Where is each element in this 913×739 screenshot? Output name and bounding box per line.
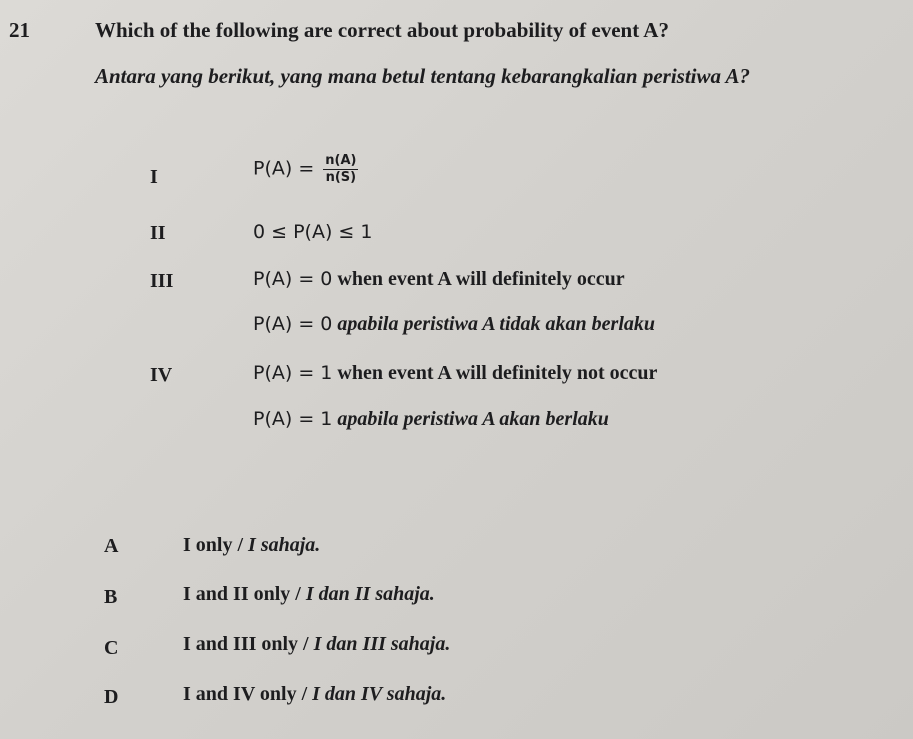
statement-4-english-text: when event A will definitely not occur: [337, 362, 658, 384]
option-b-letter[interactable]: B: [104, 586, 118, 608]
statement-2-numeral: II: [150, 222, 166, 244]
statement-2: [253, 221, 372, 244]
question-text-malay: Antara yang berikut, yang mana betul tentang kebarangkalian peristiwa A?: [95, 64, 750, 88]
option-c-letter[interactable]: C: [104, 637, 119, 659]
statement-3-english: [253, 268, 625, 291]
statement-3-math-malay: P(A) = 0: [253, 313, 333, 335]
statement-1-lhs: P(A) =: [253, 157, 315, 180]
fraction-numerator: n(A): [323, 154, 358, 170]
option-b-malay: I dan II sahaja.: [305, 583, 435, 605]
option-a-english: I only /: [183, 534, 244, 556]
option-d-letter[interactable]: D: [104, 686, 119, 708]
option-d-english: I and IV only /: [183, 683, 308, 705]
statement-3-numeral: III: [150, 270, 174, 292]
statement-4-math: P(A) = 1: [253, 362, 333, 384]
option-c-english: I and III only /: [183, 633, 309, 655]
statement-4-numeral: IV: [150, 364, 173, 386]
option-c-malay: I dan III sahaja.: [313, 633, 451, 655]
question-number: 21: [9, 18, 30, 42]
option-c-text[interactable]: [183, 633, 450, 656]
question-text-english: Which of the following are correct about probability of event A?: [95, 18, 669, 42]
fraction-denominator: n(S): [325, 170, 357, 186]
statement-2-math: 0 ≤ P(A) ≤ 1: [253, 221, 373, 243]
option-b-text[interactable]: [183, 583, 435, 606]
statement-1-numeral: I: [150, 166, 158, 188]
statement-3-malay: [253, 313, 655, 336]
statement-1-fraction: [323, 154, 358, 186]
option-a-malay: I sahaja.: [248, 534, 321, 556]
option-b-english: I and II only /: [183, 583, 301, 605]
statement-4-malay-text: apabila peristiwa A akan berlaku: [337, 408, 609, 430]
statement-3-math: P(A) = 0: [253, 268, 333, 290]
option-d-malay: I dan IV sahaja.: [312, 683, 447, 705]
statement-4-malay: [253, 408, 609, 431]
statement-4-math-malay: P(A) = 1: [253, 408, 333, 430]
statement-3-malay-text: apabila peristiwa A tidak akan berlaku: [337, 313, 656, 335]
statement-3-english-text: when event A will definitely occur: [337, 268, 625, 290]
option-a-text[interactable]: [183, 534, 320, 557]
statement-4-english: [253, 362, 657, 385]
option-a-letter[interactable]: A: [104, 535, 119, 557]
statement-1: [253, 154, 358, 186]
option-d-text[interactable]: [183, 683, 446, 706]
